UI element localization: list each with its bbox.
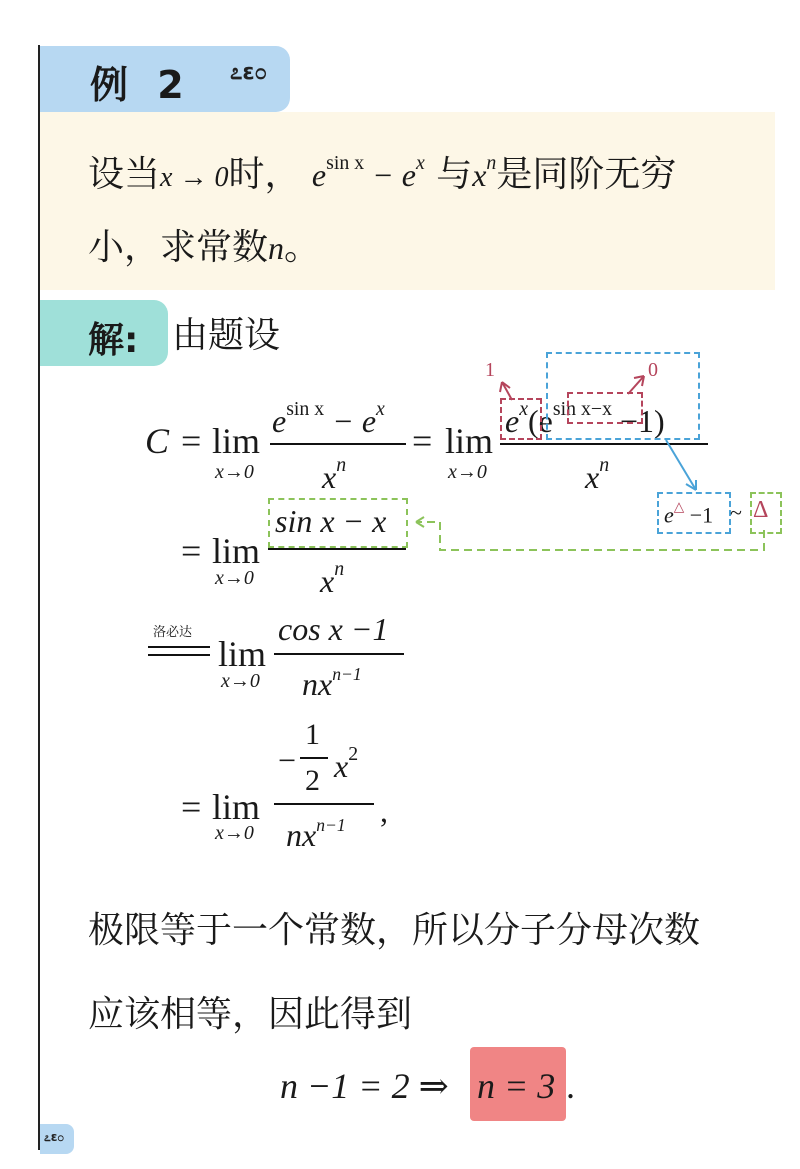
fraction-numerator: cos x −1 bbox=[278, 611, 389, 647]
expr-sup: x bbox=[415, 152, 425, 174]
equals-sign: = bbox=[412, 421, 433, 461]
fraction-numerator: sin x − x bbox=[275, 503, 387, 539]
expr-nx: nx bbox=[286, 816, 317, 853]
problem-text: 与 bbox=[436, 153, 473, 195]
lim-subscript: x→0 bbox=[221, 670, 260, 692]
neg-sign: − bbox=[278, 742, 297, 778]
lim-operator: lim bbox=[218, 634, 267, 674]
equiv-delta: Δ bbox=[753, 497, 769, 523]
problem-text: 小，求常数 bbox=[88, 227, 269, 268]
problem-text: 时， bbox=[228, 153, 301, 195]
equals-sign: = bbox=[181, 787, 202, 827]
arrow-to-equiv bbox=[666, 440, 696, 490]
lim-operator: lim bbox=[445, 421, 494, 461]
expr-sup: n bbox=[334, 558, 345, 580]
expr-x: x bbox=[585, 458, 600, 495]
lhopital-label: 洛必达 bbox=[153, 625, 193, 640]
expr-sup: n bbox=[336, 454, 347, 476]
lim-operator: lim bbox=[212, 421, 261, 461]
small-frac-denominator: 2 bbox=[305, 764, 320, 797]
lim-operator: lim bbox=[212, 531, 261, 571]
final-equation: n −1 = 2 ⇒ bbox=[280, 1066, 449, 1106]
annotation-zero: 0 bbox=[648, 359, 658, 381]
expr-e: e bbox=[311, 156, 327, 193]
equiv-tilde: ~ bbox=[730, 500, 742, 525]
expr-sup: n bbox=[486, 152, 497, 174]
mascot-face-icon: ೭ε೦ bbox=[44, 1130, 65, 1144]
expr-x: x bbox=[472, 156, 487, 193]
problem-text: 设当 bbox=[88, 153, 161, 195]
conclusion-line-1: 极限等于一个常数，所以分子分母次数 bbox=[88, 910, 701, 951]
expr-sup: n−1 bbox=[332, 664, 362, 684]
expr-sup: sin x−x bbox=[552, 398, 612, 420]
comma: , bbox=[380, 793, 388, 829]
lim-subscript: x→0 bbox=[448, 461, 487, 483]
expr-x: x bbox=[334, 747, 349, 784]
expr-e: e bbox=[664, 502, 674, 528]
final-answer: n = 3 bbox=[477, 1066, 556, 1106]
lim-subscript: x→0 bbox=[215, 567, 254, 589]
expr-minus: − e bbox=[364, 156, 416, 193]
expr-sup: △ bbox=[673, 499, 685, 514]
small-frac-numerator: 1 bbox=[305, 718, 320, 751]
green-connector bbox=[416, 522, 764, 550]
expr-x: x bbox=[320, 562, 335, 599]
expr-sup: sin x bbox=[286, 398, 325, 420]
equals-sign: = bbox=[181, 531, 202, 571]
lim-subscript: x→0 bbox=[215, 461, 254, 483]
solution-intro: 由题设 bbox=[172, 315, 281, 356]
problem-text: 。 bbox=[284, 227, 321, 268]
equals-sign: = bbox=[181, 421, 202, 461]
conclusion-line-2: 应该相等，因此得到 bbox=[88, 994, 413, 1035]
expr-x: x bbox=[322, 458, 337, 495]
expr-nx: nx bbox=[302, 665, 333, 702]
expr-sup: n bbox=[599, 454, 610, 476]
problem-var: n bbox=[268, 230, 285, 266]
final-period: . bbox=[566, 1066, 575, 1106]
annotation-one: 1 bbox=[485, 359, 495, 381]
expr-minus: − e bbox=[324, 402, 377, 439]
constant-c: C bbox=[145, 421, 170, 461]
lim-subscript: x→0 bbox=[215, 822, 254, 844]
problem-text: 是同阶无穷 bbox=[496, 153, 677, 195]
lim-operator: lim bbox=[212, 787, 261, 827]
mascot-face-icon: ೭ε೦ bbox=[230, 60, 267, 85]
expr-sup: sin x bbox=[326, 152, 365, 174]
expr-sup: x bbox=[519, 398, 529, 420]
expr-e: e bbox=[505, 402, 520, 439]
expr-minus-one: −1 bbox=[684, 502, 714, 528]
solution-label: 解: bbox=[88, 320, 139, 361]
expr-paren: (e bbox=[528, 402, 553, 439]
expr-sup: x bbox=[376, 398, 385, 420]
expr-sup: n−1 bbox=[316, 815, 346, 835]
expr-e: e bbox=[272, 402, 287, 439]
expr-sup: 2 bbox=[348, 743, 359, 765]
problem-condition: x → 0 bbox=[160, 161, 229, 193]
example-label: 例 2 bbox=[90, 63, 192, 107]
expr-minus-one: −1) bbox=[611, 402, 665, 439]
